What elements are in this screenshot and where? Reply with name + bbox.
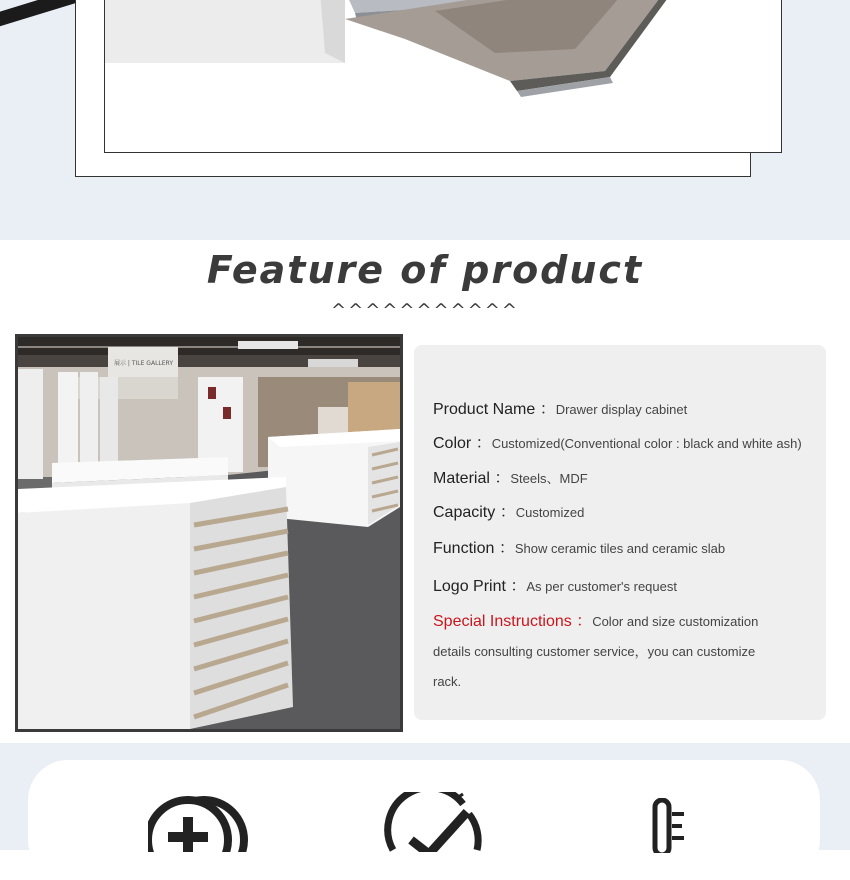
spec-product-name (433, 396, 687, 419)
spec-label: Function ： (433, 540, 515, 557)
spec-capacity (433, 499, 584, 522)
caret-divider: ^^^^^^^^^^^ (331, 300, 519, 321)
spec-value: As per customer's request (526, 579, 677, 594)
top-image-band (0, 0, 850, 240)
feature-title: Feature of product (206, 248, 644, 292)
showroom-sign-text: 展示 | TILE GALLERY (114, 360, 173, 367)
thermometer-icon (650, 798, 690, 853)
spec-function (433, 535, 725, 558)
spec-value: Customized (515, 505, 585, 520)
drawer-product-image (105, 0, 781, 152)
add-coin-icon (148, 792, 248, 852)
special-line-3: rack. (433, 674, 462, 689)
spec-value: Show ceramic tiles and ceramic slab (514, 541, 726, 556)
spec-value: Customized(Conventional color : black and white ash) (491, 436, 802, 451)
special-line-1: Color and size customization (592, 614, 759, 629)
spec-value: Drawer display cabinet (555, 402, 688, 417)
spec-special-instructions (433, 608, 758, 631)
spec-label: Color ： (433, 435, 492, 452)
spec-label: Capacity ： (433, 504, 516, 521)
special-line-2: details consulting customer service，you can customize (433, 644, 756, 659)
spec-color (433, 430, 802, 453)
check-badge-icon (383, 792, 483, 852)
spec-label: Logo Print ： (433, 578, 527, 595)
special-label: Special Instructions ： (433, 613, 593, 630)
product-frame-front (104, 0, 782, 153)
showroom-photo (15, 334, 403, 732)
spec-label: Material ： (433, 470, 511, 487)
spec-value: Steels、MDF (510, 471, 588, 486)
spec-logo-print (433, 573, 677, 596)
spec-label: Product Name ： (433, 401, 556, 418)
spec-material (433, 465, 588, 488)
